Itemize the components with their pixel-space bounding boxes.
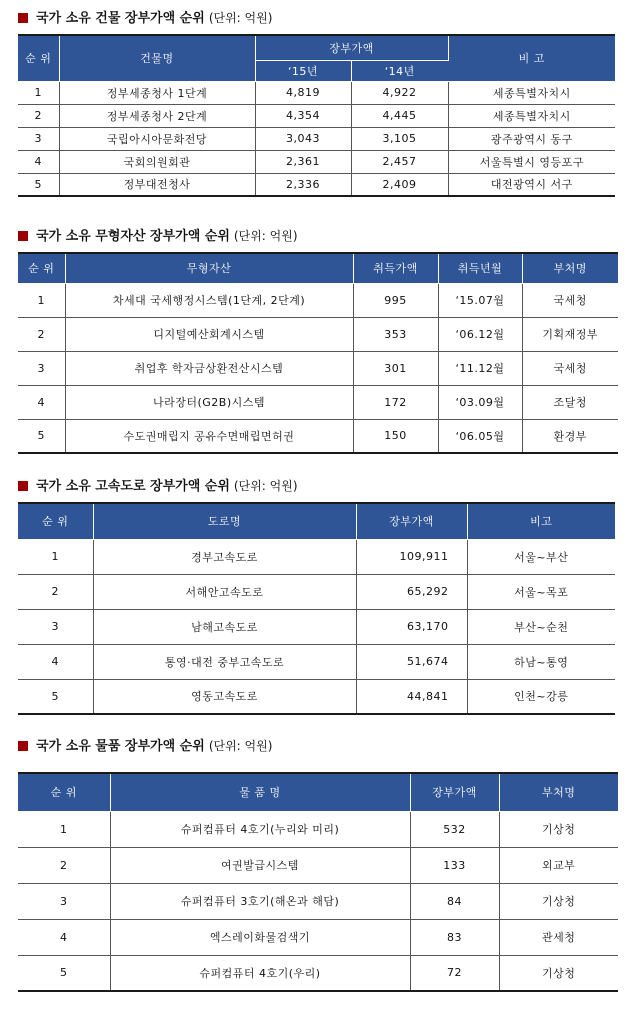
- header-rank: 순 위: [18, 253, 65, 283]
- table-row: 5 수도권매립지 공유수면매립면허권 150 ‘06.05월 환경부: [18, 419, 618, 453]
- header-year-15: ‘15년: [255, 60, 351, 81]
- table-row: 3 슈퍼컴퓨터 3호기(해온과 해담) 84 기상청: [18, 883, 618, 919]
- table-row: 4 엑스레이화물검색기 83 관세청: [18, 919, 618, 955]
- highways-title: 국가 소유 고속도로 장부가액 순위 (단위: 억원): [18, 476, 298, 496]
- header-year-14: ‘14년: [351, 60, 448, 81]
- header-ministry: 부처명: [522, 253, 618, 283]
- table-row: 3 국립아시아문화전당 3,043 3,105 광주광역시 동구: [18, 127, 615, 150]
- intangibles-table: [18, 252, 618, 454]
- header-book-value: 장부가액: [410, 773, 499, 811]
- bullet-icon: [18, 231, 28, 241]
- header-rank: 순 위: [18, 503, 93, 539]
- header-cost: 취득가액: [353, 253, 438, 283]
- table-row: 4 국회의원회관 2,361 2,457 서울특별시 영등포구: [18, 150, 615, 173]
- header-rank: 순 위: [18, 35, 59, 81]
- table-row: 2 디지털예산회계시스템 353 ‘06.12월 기획재정부: [18, 317, 618, 351]
- header-note: 비 고: [448, 35, 615, 81]
- header-note: 비고: [467, 503, 615, 539]
- goods-table: [18, 772, 618, 992]
- header-rank: 순 위: [18, 773, 110, 811]
- table-row: 2 여권발급시스템 133 외교부: [18, 847, 618, 883]
- header-book-value: 장부가액: [255, 35, 448, 60]
- table-row: 1 슈퍼컴퓨터 4호기(누리와 미리) 532 기상청: [18, 811, 618, 847]
- goods-title: 국가 소유 물품 장부가액 순위 (단위: 억원): [18, 736, 272, 756]
- table-row: 5 영동고속도로 44,841 인천~강릉: [18, 679, 615, 714]
- bullet-icon: [18, 481, 28, 491]
- header-date: 취득년월: [438, 253, 522, 283]
- header-ministry: 부처명: [499, 773, 618, 811]
- buildings-table: [18, 34, 615, 197]
- table-row: 3 취업후 학자금상환전산시스템 301 ‘11.12월 국세청: [18, 351, 618, 385]
- header-book-value: 장부가액: [356, 503, 467, 539]
- header-name: 도로명: [93, 503, 356, 539]
- table-row: 5 슈퍼컴퓨터 4호기(우리) 72 기상청: [18, 955, 618, 991]
- table-row: 1 정부세종청사 1단계 4,819 4,922 세종특별자치시: [18, 81, 615, 104]
- unit-label: (단위: 억원): [208, 11, 273, 25]
- highways-table: [18, 502, 615, 715]
- buildings-title: 국가 소유 건물 장부가액 순위 (단위: 억원): [18, 8, 272, 28]
- table-row: 4 통영·대전 중부고속도로 51,674 하남~통영: [18, 644, 615, 679]
- table-row: 2 서해안고속도로 65,292 서울~목포: [18, 574, 615, 609]
- table-row: 3 남해고속도로 63,170 부산~순천: [18, 609, 615, 644]
- header-name: 건물명: [59, 35, 255, 81]
- unit-label: (단위: 억원): [233, 229, 298, 243]
- table-row: 1 차세대 국세행정시스템(1단계, 2단계) 995 ‘15.07월 국세청: [18, 283, 618, 317]
- bullet-icon: [18, 741, 28, 751]
- unit-label: (단위: 억원): [208, 739, 273, 753]
- header-name: 무형자산: [65, 253, 353, 283]
- table-row: 5 정부대전청사 2,336 2,409 대전광역시 서구: [18, 173, 615, 196]
- intangibles-title: 국가 소유 무형자산 장부가액 순위 (단위: 억원): [18, 226, 298, 246]
- header-name: 물 품 명: [110, 773, 410, 811]
- table-row: 2 정부세종청사 2단계 4,354 4,445 세종특별자치시: [18, 104, 615, 127]
- unit-label: (단위: 억원): [233, 479, 298, 493]
- table-row: 1 경부고속도로 109,911 서울~부산: [18, 539, 615, 574]
- table-row: 4 나라장터(G2B)시스템 172 ‘03.09월 조달청: [18, 385, 618, 419]
- bullet-icon: [18, 13, 28, 23]
